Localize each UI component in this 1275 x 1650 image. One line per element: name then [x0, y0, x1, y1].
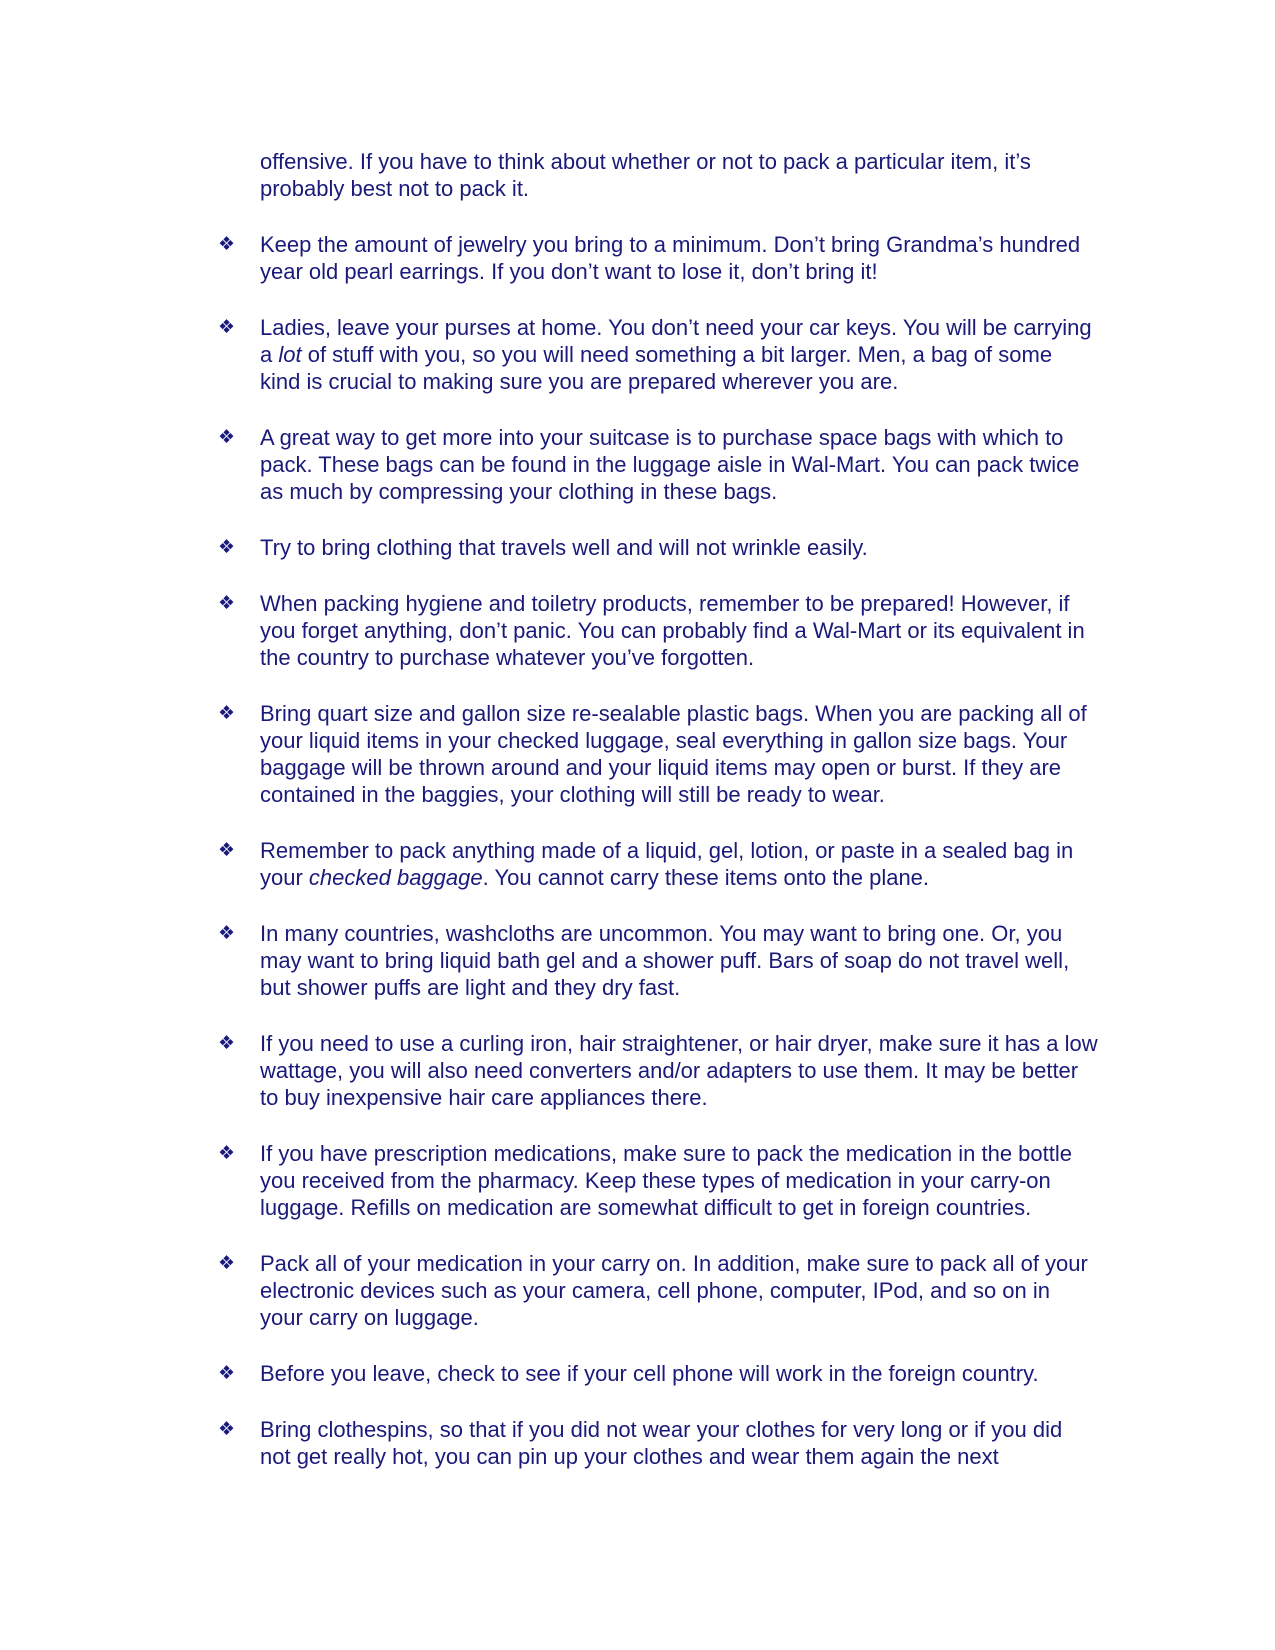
diamond-fleuron-icon: ❖	[218, 1418, 236, 1440]
diamond-fleuron-icon: ❖	[218, 1032, 236, 1054]
bullet-item	[218, 534, 1098, 561]
emphasis-text: lot	[278, 342, 302, 367]
bullet-text: Bring clothespins, so that if you did not wear your clothes for very long or if you did not get really hot, you can pin up your clothes and wear them again the next	[260, 1417, 1063, 1469]
bullet-item	[218, 231, 1098, 285]
diamond-fleuron-icon: ❖	[218, 316, 236, 338]
bullet-text: Keep the amount of jewelry you bring to a minimum. Don’t bring Grandma’s hundred year old pearl earrings. If you don’t want to lose it, don’t bring it!	[260, 232, 1081, 284]
bullet-text: If you need to use a curling iron, hair straightener, or hair dryer, make sure it has a low wattage, you will also need converters and/or adapters to use them. It may be better to buy inexpensive hair care appliances there.	[260, 1031, 1098, 1110]
bullet-item	[218, 424, 1098, 505]
bullet-text-part: Ladies, leave your purses at home. You don’t need your car keys. You will be carrying a	[260, 315, 1092, 367]
diamond-fleuron-icon: ❖	[218, 1252, 236, 1274]
bullet-text: Before you leave, check to see if your cell phone will work in the foreign country.	[260, 1361, 1039, 1386]
bullet-text-part: Remember to pack anything made of a liquid, gel, lotion, or paste in a sealed bag in your	[260, 838, 1074, 890]
bullet-item	[218, 1250, 1098, 1331]
continued-paragraph: offensive. If you have to think about whether or not to pack a particular item, it’s probably best not to pack it.	[260, 149, 1031, 201]
diamond-fleuron-icon: ❖	[218, 1362, 236, 1384]
bullet-item	[218, 1030, 1098, 1111]
bullet-item	[218, 700, 1098, 808]
bullet-text: When packing hygiene and toiletry products, remember to be prepared! However, if you forget anything, don’t panic. You can probably find a Wal-Mart or its equivalent in the country to purchase whatever you’ve forgotten.	[260, 591, 1085, 670]
bullet-item	[218, 837, 1098, 891]
diamond-fleuron-icon: ❖	[218, 839, 236, 861]
emphasis-text: checked baggage	[308, 865, 483, 890]
diamond-fleuron-icon: ❖	[218, 536, 236, 558]
bullet-item	[218, 920, 1098, 1001]
diamond-fleuron-icon: ❖	[218, 1142, 236, 1164]
bullet-text: Try to bring clothing that travels well and will not wrinkle easily.	[260, 535, 868, 560]
bullet-item	[218, 314, 1098, 395]
bullet-item	[218, 1360, 1098, 1387]
bullet-text: Pack all of your medication in your carry on. In addition, make sure to pack all of your electronic devices such as your camera, cell phone, computer, IPod, and so on in your carry on luggage.	[260, 1251, 1088, 1330]
bullet-text-part: . You cannot carry these items onto the plane.	[482, 865, 930, 890]
bullet-text: Bring quart size and gallon size re-sealable plastic bags. When you are packing all of your liquid items in your checked luggage, seal everything in gallon size bags. Your baggage will be thrown around and your liquid items may open or burst. If they are contained in the baggies, your clothing will still be ready to wear.	[260, 701, 1087, 807]
diamond-fleuron-icon: ❖	[218, 426, 236, 448]
bullet-item	[218, 590, 1098, 671]
diamond-fleuron-icon: ❖	[218, 922, 236, 944]
bullet-item	[218, 1416, 1098, 1470]
diamond-fleuron-icon: ❖	[218, 233, 236, 255]
document-body	[218, 148, 1098, 1499]
bullet-text	[260, 837, 1098, 891]
bullet-text: In many countries, washcloths are uncommon. You may want to bring one. Or, you may want to bring liquid bath gel and a shower puff. Bars of soap do not travel well, but shower puffs are light and they dry fast.	[260, 921, 1070, 1000]
bullet-text	[260, 314, 1098, 395]
bullet-text-part: of stuff with you, so you will need something a bit larger. Men, a bag of some kind is crucial to making sure you are prepared wherever you are.	[260, 342, 1053, 394]
bullet-text: If you have prescription medications, make sure to pack the medication in the bottle you received from the pharmacy. Keep these types of medication in your carry-on luggage. Refills on medication are somewhat difficult to get in foreign countries.	[260, 1141, 1072, 1220]
bullet-text: A great way to get more into your suitcase is to purchase space bags with which to pack. These bags can be found in the luggage aisle in Wal-Mart. You can pack twice as much by compressing your clothing in these bags.	[260, 425, 1080, 504]
diamond-fleuron-icon: ❖	[218, 702, 236, 724]
diamond-fleuron-icon: ❖	[218, 592, 236, 614]
bullet-item	[218, 1140, 1098, 1221]
